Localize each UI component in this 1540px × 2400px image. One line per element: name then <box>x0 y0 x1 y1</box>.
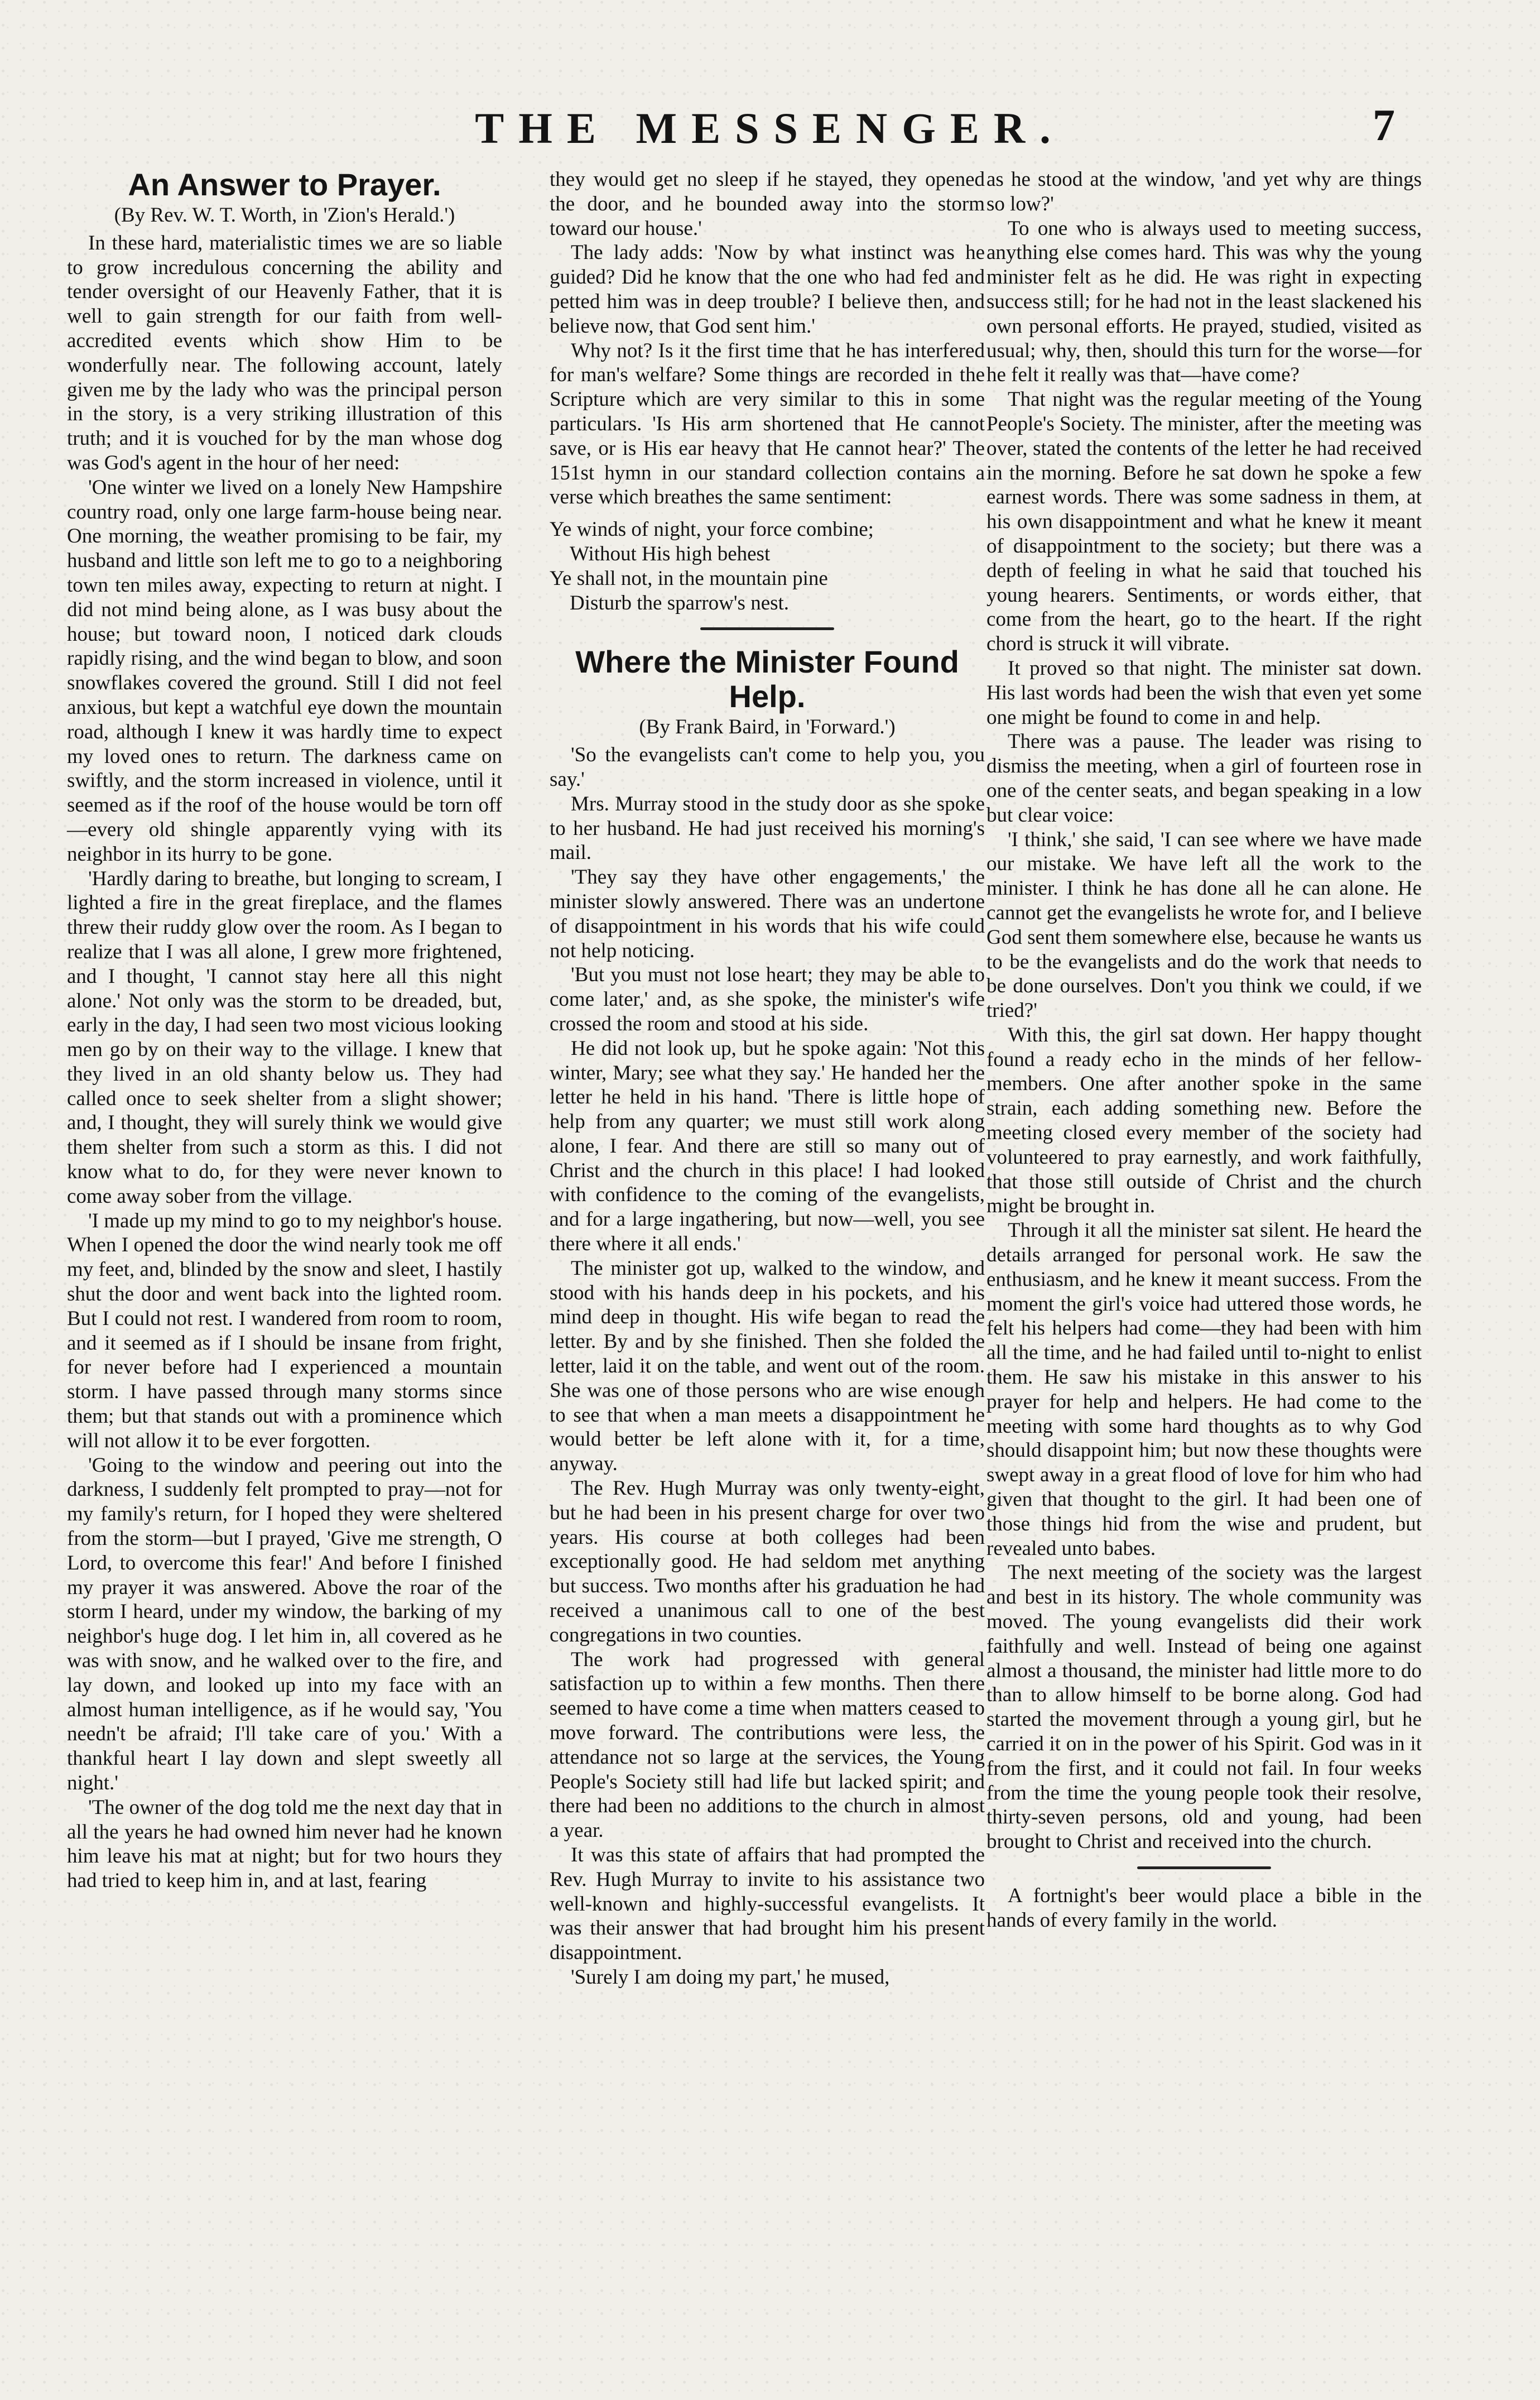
masthead-title: THE MESSENGER. <box>475 104 1065 152</box>
article-1-continued: they would get no sleep if he stayed, they opened the door, and he bounded away into the storm toward our house.' <box>550 168 985 240</box>
article-2-title: Where the Minister Found Help. <box>575 644 959 714</box>
hymn-line: Without His high behest <box>570 542 771 565</box>
article-2-paragraph: That night was the regular meeting of the Young People's Society. The minister, after the meeting was over, stated the contents of the letter he had received in the morning. Before he sat down he spoke a few earnest words. There was some sadness in them, at his own disappointment and what he knew it meant of disappointment to the society; but there was a depth of feeling in what he said that touched his young hearers. Sentiments, or words either, that come from the heart, go to the heart. If the right chord is struck it will vibrate. <box>986 388 1422 656</box>
article-2-paragraph: He did not look up, but he spoke again: 'Not this winter, Mary; see what they say.' He handed her the letter he held in his hand. 'There is little hope of help from any quarter; we must still work along alone, I fear. And there are still so many out of Christ and the church in this place! I had looked with confidence to the coming of the evangelists, and for a large ingathering, but now—well, you see there where it all ends.' <box>550 1036 985 1256</box>
hymn-line: Disturb the sparrow's nest. <box>570 591 790 615</box>
article-2-paragraph: The minister got up, walked to the window, and stood with his hands deep in his pockets, and his mind deep in thought. His wife began to read the letter. By and by she finished. Then she folded the letter, laid it on the table, and went out of the room. She was one of those persons who are wise enough to see that when a man meets a disappointment he would better be left alone with it, for a time, anyway. <box>550 1256 985 1476</box>
section-divider <box>1137 1866 1271 1869</box>
article-2-paragraph: The Rev. Hugh Murray was only twenty-eight, but he had been in his present charge for over two years. His course at both colleges had been exceptionally good. He had seldom met anything but success. Two months after his graduation he had received a unanimous call to one of the best congregations in two counties. <box>550 1477 985 1647</box>
article-1-continued: The lady adds: 'Now by what instinct was he guided? Did he know that the one who had fed and petted him was in deep trouble? I believe then, and believe now, that God sent him.' <box>550 241 985 338</box>
article-2-paragraph: as he stood at the window, 'and yet why are things so low?' <box>986 168 1422 215</box>
column-3 <box>986 167 1422 1933</box>
section-divider <box>700 627 834 630</box>
article-2-paragraph: The next meeting of the society was the largest and best in its history. The whole community was moved. The young evangelists did their work faithfully and well. Instead of being one against almost a thousand, the minister had little more to do than to allow himself to be borne along. God had started the movement through a young girl, but he carried it on in the power of his Spirit. God was in it from the first, and it could not fail. In four weeks from the time the young people took their resolve, thirty-seven persons, old and young, had been brought to Christ and received into the church. <box>986 1561 1422 1854</box>
article-1-paragraph: 'Hardly daring to breathe, but longing to scream, I lighted a fire in the great fireplace, and the flames threw their ruddy glow over the room. As I began to realize that I was all alone, I grew more frightened, and I thought, 'I cannot stay here all this night alone.' Not only was the storm to be dreaded, but, early in the day, I had seen two most vicious looking men go by on their way to the village. I knew that they lived in an old shanty below us. They had called once to seek shelter from a slight shower; and, I thought, they will surely think we would give them shelter from such a storm as this. I did not know what to do, for they were never known to come away sober from the village. <box>67 867 502 1208</box>
article-2-paragraph: 'So the evangelists can't come to help you, you say.' <box>550 743 985 791</box>
article-2-paragraph: 'But you must not lose heart; they may be able to come later,' and, as she spoke, the minister's wife crossed the room and stood at his side. <box>550 963 985 1035</box>
article-1-byline: (By Rev. W. T. Worth, in 'Zion's Herald.') <box>114 204 455 227</box>
hymn-verse <box>550 517 985 615</box>
article-2-paragraph: The work had progressed with general satisfaction up to within a few months. Then there seemed to have come a time when matters ceased to move forward. The contributions were less, the attendance not so large at the services, the Young People's Society still had life but lacked spirit; and there had been no additions to the church in almost a year. <box>550 1648 985 1842</box>
filler-note: A fortnight's beer would place a bible in the hands of every family in the world. <box>986 1884 1422 1932</box>
article-1-paragraph: 'Going to the window and peering out into the darkness, I suddenly felt prompted to pray—not for my family's return, for I hoped they were sheltered from the storm—but I prayed, 'Give me strength, O Lord, to overcome this fear!' And before I finished my prayer it was answered. Above the roar of the storm I heard, under my window, the barking of my neighbor's huge dog. I let him in, all covered as he was with snow, and he walked over to the fire, and lay down, and looked up into my face with an almost human intelligence, as if he would say, 'You needn't be afraid; I'll take care of you.' With a thankful heart I lay down and slept sweetly all night.' <box>67 1453 502 1794</box>
hymn-line: Ye shall not, in the mountain pine <box>550 567 828 590</box>
article-2-paragraph: To one who is always used to meeting success, anything else comes hard. This was why the young minister felt as he did. He was right in expecting success still; for he had not in the least slackened his own personal efforts. He prayed, studied, visited as usual; why, then, should this turn for the worse—for he felt it really was that—have come? <box>986 217 1422 387</box>
article-1-paragraph: In these hard, materialistic times we are so liable to grow incredulous concerning the ability and tender oversight of our Heavenly Father, that it is well to gain strength for our faith from well-accredited events which show Him to be wonderfully near. The following account, lately given me by the lady who was the principal person in the story, is a very striking illustration of this truth; and it is vouched for by the man whose dog was God's agent in the hour of her need: <box>67 231 502 474</box>
article-1-continued: Why not? Is it the first time that he has interfered for man's welfare? Some things are recorded in the Scripture which are very similar to this in some particulars. 'Is His arm shortened that He cannot save, or is His ear heavy that He cannot hear?' The 151st hymn in our standard collection contains a verse which breathes the same sentiment: <box>550 339 985 509</box>
article-2-paragraph: 'I think,' she said, 'I can see where we have made our mistake. We have left all the work to the minister. I think he has done all he can alone. He cannot get the evangelists he wrote for, and I believe God sent them somewhere else, because he wants us to be the evangelists and do the work that needs to be done ourselves. Don't you think we could, if we tried?' <box>986 828 1422 1023</box>
article-2-paragraph: 'They say they have other engagements,' the minister slowly answered. There was an undertone of disappointment in his words that his wife could not help noticing. <box>550 866 985 962</box>
article-2-paragraph: 'Surely I am doing my part,' he mused, <box>571 1965 890 1989</box>
article-2-paragraph: It proved so that night. The minister sat down. His last words had been the wish that even yet some one might be found to come in and help. <box>986 656 1422 729</box>
article-2-paragraph: Through it all the minister sat silent. He heard the details arranged for personal work. He saw the enthusiasm, and he knew it meant success. From the moment the girl's voice had uttered those words, he felt his helpers had come—they had been with him all the time, and he had failed until to-night to enlist them. He saw his mistake in this answer to his prayer for help and helpers. He had come to the meeting with some hard thoughts as to why God should disappoint him; but now these thoughts were swept away in a great flood of love for him who had given that thought to the girl. It had been one of those things hid from the wise and prudent, but revealed unto babes. <box>986 1219 1422 1560</box>
article-1-paragraph: 'One winter we lived on a lonely New Hampshire country road, only one large farm-house being near. One morning, the weather promising to be fair, my husband and little son left me to go to a neighboring town ten miles away, expecting to return at night. I did not mind being alone, as I was busy about the house; but toward noon, I noticed dark clouds rapidly rising, and the wind began to blow, and soon snowflakes covered the ground. Still I did not feel anxious, but kept a watchful eye down the mountain road, although I knew it was hardly time to expect my loved ones to return. The darkness came on swiftly, and the storm increased in violence, until it seemed as if the roof of the house would be torn off—every old shingle apparently vying with its neighbor in its hurry to be gone. <box>67 476 502 866</box>
article-2-paragraph: There was a pause. The leader was rising to dismiss the meeting, when a girl of fourteen rose in one of the center seats, and began speaking in a low but clear voice: <box>986 730 1422 827</box>
hymn-line: Ye winds of night, your force combine; <box>550 518 874 541</box>
page-number: 7 <box>1373 101 1395 150</box>
column-2 <box>550 167 985 1990</box>
article-2-paragraph: It was this state of affairs that had prompted the Rev. Hugh Murray to invite to his assistance two well-known and highly-successful evangelists. It was their answer that had brought him his present disappointment. <box>550 1844 985 1965</box>
article-2-paragraph: With this, the girl sat down. Her happy thought found a ready echo in the minds of her fellow-members. One after another spoke in the same strain, each adding something new. Before the meeting closed every member of the society had volunteered to pray earnestly, and work faithfully, that those still outside of Christ and the church might be brought in. <box>986 1023 1422 1218</box>
article-2-byline: (By Frank Baird, in 'Forward.') <box>639 716 896 739</box>
column-1 <box>67 167 502 1893</box>
article-1-title: An Answer to Prayer. <box>128 167 441 202</box>
article-1-paragraph: 'I made up my mind to go to my neighbor's house. When I opened the door the wind nearly took me off my feet, and, blinded by the snow and sleet, I hastily shut the door and went back into the lighted room. But I could not rest. I wandered from room to room, and it seemed as if I should be insane from fright, for never before had I experienced a mountain storm. I have passed through many storms since them; but that stands out with a prominence which will not allow it to be ever forgotten. <box>67 1209 502 1452</box>
article-1-paragraph: 'The owner of the dog told me the next day that in all the years he had owned him never had he known him leave his mat at night; but for two hours they had tried to keep him in, and at last, fearing <box>67 1796 502 1893</box>
article-2-paragraph: Mrs. Murray stood in the study door as she spoke to her husband. He had just received his morning's mail. <box>550 792 985 865</box>
